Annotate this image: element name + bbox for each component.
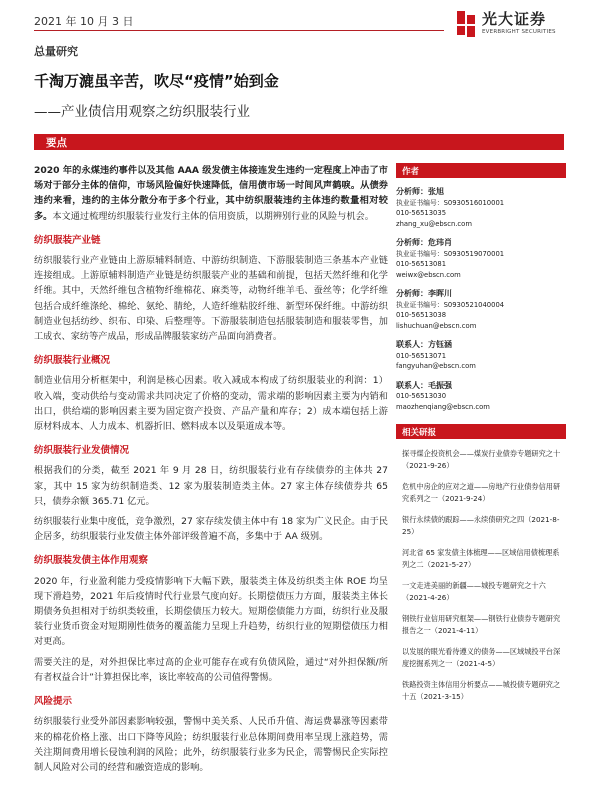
section-heading: 纺织服装产业链 xyxy=(34,234,101,246)
related-reports-heading: 相关研报 xyxy=(396,424,566,439)
lead-bold: 2020 年的永煤违约事件以及其他 AAA 级发债主体接连发生违约一定程度上冲击了市场对于部分主体的信仰，市场风险偏好快速降低，信用债市场一时间风声鹤唳。从债券违约来看，违约的主体分散分布于多个行业，其中纺织服装违约主体违约数量相对较多。 xyxy=(34,165,388,222)
page-subtitle: ——产业债信用观察之纺织服装行业 xyxy=(34,104,250,120)
analyst-name: 分析师：李晖川 xyxy=(396,289,452,298)
analyst-email[interactable]: weiwx@ebscn.com xyxy=(396,270,461,279)
section-heading: 风险提示 xyxy=(34,696,73,708)
analyst-cert: 执业证书编号：S0930519070001 xyxy=(396,249,505,258)
section-heading: 纺织服装行业发债情况 xyxy=(34,445,130,457)
related-report-item[interactable] xyxy=(396,679,566,703)
analyst-phone: 010-56513081 xyxy=(396,260,447,268)
section-paragraph: 2020 年，行业盈利能力受疫情影响下大幅下跌，服装类主体及纺织类主体 ROE 均呈现下滑趋势，2021 年后疫情时代行业景气度向好。长期偿债压力方面，服装类主体长期债务负担相对于纺织类较重，长期偿债压力较大。短期偿债能力方面，纺织行业及服装行业货币资金对短期刚性债务的覆盖能力呈现上升趋势，纺织行业的短期偿债压力相对更高。 xyxy=(34,575,388,648)
main-column xyxy=(34,163,388,780)
related-report-item[interactable] xyxy=(396,448,566,472)
section-heading: 纺织服装行业概况 xyxy=(34,355,111,367)
related-report-title[interactable]: 河北省 65 家发债主体梳理——区域信用债梳理系列之二（2021-5-27） xyxy=(402,548,560,569)
related-report-title[interactable]: 铁路投资主体信用分析要点——城投债专题研究之十五（2021-3-15） xyxy=(402,680,561,701)
analyst-card xyxy=(396,289,566,331)
summary-band xyxy=(34,134,564,150)
lead-normal: 本文通过梳理纺织服装行业发行主体的信用资质，以期辨别行业的风险与机会。 xyxy=(52,210,374,222)
analyst-name: 分析师：危玮肖 xyxy=(396,238,452,247)
related-report-item[interactable] xyxy=(396,481,566,505)
analyst-cert: 执业证书编号：S0930521040004 xyxy=(396,300,505,309)
section-paragraph: 需要关注的是，对外担保比率过高的企业可能存在或有负债风险，通过“对外担保额/所有者权益合计”计算担保比率，该比率较高的公司值得警惕。 xyxy=(34,656,388,683)
logo-chinese: 光大证券 xyxy=(482,10,547,29)
sidebar xyxy=(396,163,566,703)
logo-english: EVERBRIGHT SECURITIES xyxy=(482,29,556,36)
related-report-item[interactable] xyxy=(396,547,566,571)
summary-label: 要点 xyxy=(46,137,67,149)
related-report-title[interactable]: 银行永续债的跟踪——永续债研究之四（2021-8-25） xyxy=(402,515,560,536)
section-heading: 纺织服装发债主体作用观察 xyxy=(34,555,149,567)
authors-heading: 作者 xyxy=(396,163,566,178)
analyst-cert: 执业证书编号：S0930516010001 xyxy=(396,198,505,207)
related-report-item[interactable] xyxy=(396,514,566,538)
analyst-card xyxy=(396,238,566,280)
related-report-item[interactable] xyxy=(396,646,566,670)
related-report-title[interactable]: 危机中房企的应对之道——房地产行业债券信用研究系列之一（2021-9-24） xyxy=(402,482,561,503)
related-report-title[interactable]: 钢铁行业信用研究框架——钢铁行业债券专题研究报告之一（2021-4-11） xyxy=(402,614,561,635)
company-logo xyxy=(455,6,575,42)
related-reports-list xyxy=(396,448,566,703)
contact-email[interactable]: maozhenqiang@ebscn.com xyxy=(396,402,490,411)
header-rule xyxy=(34,30,444,31)
related-report-item[interactable] xyxy=(396,580,566,604)
analyst-phone: 010-56513035 xyxy=(396,209,447,217)
analyst-phone: 010-56513038 xyxy=(396,311,447,319)
page-title: 千淘万漉虽辛苦，吹尽“疫情”始到金 xyxy=(34,72,279,90)
analyst-card xyxy=(396,187,566,229)
report-category: 总量研究 xyxy=(34,45,78,58)
section-paragraph: 纺织服装行业受外部因素影响较强，警惕中美关系、人民币升值、海运费暴涨等因素带来的棉花价格上涨、出口下降等风险；纺织服装行业总体期间费用率呈现上涨趋势，需关注期间费用增长侵蚀利润的风险；此外，纺织服装行业多为民企，需警惕民企实际控制人风险对公司的经营和融资造成的影响。 xyxy=(34,716,388,773)
related-report-title[interactable]: 以发展的眼光看待遵义的债务——区域城投平台深度挖掘系列之一（2021-4-5） xyxy=(402,647,561,668)
related-report-title[interactable]: 探寻煤企投资机会——煤炭行业债券专题研究之十（2021-9-26） xyxy=(402,449,561,470)
related-report-item[interactable] xyxy=(396,613,566,637)
contact-phone: 010-56513030 xyxy=(396,392,447,400)
contact-phone: 010-56513071 xyxy=(396,351,447,360)
analyst-name: 分析师：张旭 xyxy=(396,187,444,196)
lead-paragraph xyxy=(34,163,388,224)
logo-mark-icon xyxy=(455,11,477,37)
contact-email[interactable]: fangyuhan@ebscn.com xyxy=(396,362,476,370)
section-paragraph: 根据我们的分类，截至 2021 年 9 月 28 日，纺织服装行业有存续债券的主体共 27 家，其中 15 家为纺织制造类、12 家为服装制造类主体。27 家主体存续债券共 65 只，债券余额 365.71 亿元。 xyxy=(34,465,388,507)
contact-name: 联系人：方钰涵 xyxy=(396,340,452,349)
contact-card xyxy=(396,381,566,413)
analyst-email[interactable]: lishuchuan@ebscn.com xyxy=(396,321,477,330)
section-paragraph: 制造业信用分析框架中，利润是核心因素。收入减成本构成了纺织服装业的利润：1）收入端，变动供给与变动需求共同决定了价格的变动，需求端的影响因素主要为内销和出口，供给端的影响因素主要为固定资产投资、产品产量和库存；2）成本端包括上游原材料成本、人力成本、机器折旧、燃料成本以及渠道成本等。 xyxy=(34,375,388,433)
analyst-email[interactable]: zhang_xu@ebscn.com xyxy=(396,219,472,228)
report-date: 2021 年 10 月 3 日 xyxy=(34,15,134,28)
contact-name: 联系人：毛振强 xyxy=(396,380,452,390)
section-paragraph: 纺织服装行业产业链由上游原辅料制造、中游纺织制造、下游服装制造三条基本产业链连接组成。上游原辅料制造产业链是纺织服装产业的基础和前提，包括天然纤维和化学纤维。其中，天然纤维包含植物纤维棉花、麻类等，动物纤维羊毛、蚕丝等；化学纤维包括合成纤维涤纶、棉纶、氨纶、腈纶，人造纤维粘胶纤维、新型环保纤维。中游纺织制造业包括纺纱、织布、印染、后整理等。下游服装制造包括服装制造和服装零售，加工成衣、家纺等产成品，形成品牌服装家纺产品面向消费者。 xyxy=(34,255,388,343)
related-report-title[interactable]: 一文走进美丽的新疆——城投专题研究之十六（2021-4-26） xyxy=(402,581,546,602)
contact-card xyxy=(396,340,566,372)
section-paragraph: 纺织服装行业集中度低，竞争激烈，27 家存续发债主体中有 18 家为广义民企。由于民企居多，纺织服装行业发债主体外部评级普遍不高，多集中于 AA 级别。 xyxy=(34,516,388,543)
